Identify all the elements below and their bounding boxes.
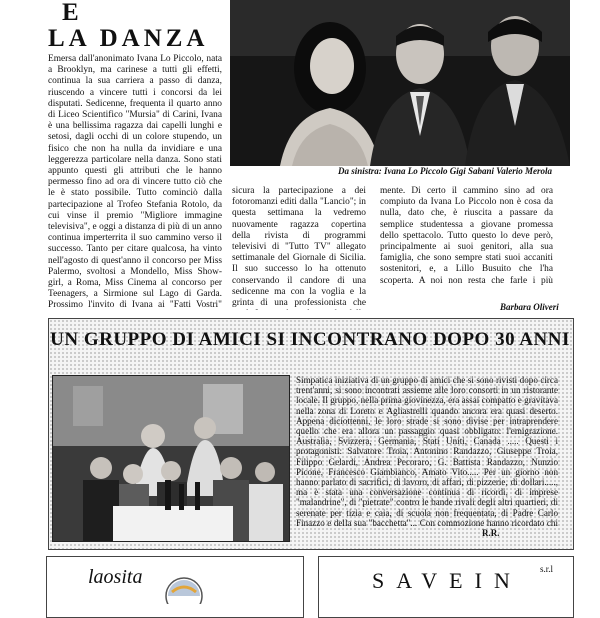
advertisement-right-brand: SAVEIN — [372, 568, 522, 593]
photo-ivana-sabani-merola — [230, 0, 570, 166]
box-signature: R.R. — [482, 528, 500, 538]
box-title: UN GRUPPO DI AMICI SI INCONTRANO DOPO 30 ANNI — [50, 329, 570, 350]
article-column-1: Emersa dall'anonimato Ivana Lo Piccolo, nata a Brooklyn, ma carinese a tutti gli effetti, continua la sua carriera a passo di danza, riuscendo a vincere tutti i concorsi da lei disputati. Sedicenne, frequenta il quarto anno di Liceo Scientifico "Mursia" di Carini, Ivana è una bellissima ragazza dai capelli lunghi e setosi, dagli occhi di un colore stupendo, un fisico che non ha nulla da invidiare e una leggerezza particolare nella danza. Sono stati appunto questi gli attributi che le hanno permesso fino ad ora di vincere tutto ciò che le è stato possibile. Tutto cominciò dalla partecipazione al Trofeo Stefania Rotolo, da cui vinse il premio "Migliore immagine televisiva", e oggi a distanza di più di un anno continua imperterrita il suo cammino verso il successo. Tanto per citare qualcosa, ha vinto nell'agosto di quest'anno il concorso per Miss Palermo, svoltosi a Mondello, Miss Show-girl, a Roma, Miss Cinema al concorso per Teenagers, a Sirmione sul Lago di Garda. Prossimo l'invito di Ivana ai "Fatti Vostri" — [48, 54, 222, 310]
article-headline — [48, 0, 209, 52]
article-column-3: mente. Di certo il cammino sino ad ora compiuto da Ivana Lo Piccolo non è cosa da nulla, dato che, è riuscita a passare da semplice studentessa a giovane promessa dello spettacolo. Tutto questo lo deve però, principalmente ai suoi genitori, alla sua famiglia, che sono sempre stati suoi accaniti sostenitori, e, a Lillo Busuito che l'ha scoperta. A noi non resta che farle i più — [380, 186, 553, 286]
headline-line-1: E — [62, 0, 83, 26]
article-column-2: sicura la partecipazione a dei fotoromanzi editi dalla "Lancio"; in questa settimana la vedremo nuovamente ragazza copertina della rivista di programmi televisivi di "Tutto TV" allegato settimanale del Giornale di Sicilia. Il suo successo lo ha ottenuto conservando il candore di una sedicenne ma con la voglia e la grinta di una professionista che — [232, 186, 366, 309]
headline-line-2: LA DANZA — [48, 25, 209, 52]
box-article-text: Simpatica iniziativa di un gruppo di amici che si sono rivisti dopo circa trent'anni, si sono incontrati assieme alle loro consorti in un ristorante locale. Il gruppo, nella prima giovinezza, era assai compatto e gravitava nella zona di Loreto e Agliastrelli quando ancora era quasi deserto. Appena diciottenni, le loro strade si sono divise per intraprendere quello che era allora un passaggio quasi obbligato: l'emigrazione. Australia, Svizzera, Germania, Stati Uniti, Canada ..... Questi i protagonisti: Salvatore Troia, Antonino Randazzo, Giuseppe Troia, Filippo Gelardi, Andrea Pecoraro, G. Battista Randazzo, Nunzio Picone, Francesco Giambianco, Amato Vito..... Per un giorno non hanno parlato di sacrifici, di lavoro, di affari, di pizzerie, di dollari....., ma è stata una conversazione continua di ricordi, di imprese "malandrine", di "pietrate" contro le bande rivali degli altri quartieri, di serenate per tizia e caia, di scuola non frequentata, di Padre Carlo Finazzo e della sua "bacchetta"... Con commozione hanno ricordato chi — [296, 375, 558, 527]
photo-caption: Da sinistra: Ivana Lo Piccolo Gigi Sabani Valerio Merola — [338, 166, 553, 176]
advertisement-right-suffix: s.r.l — [540, 564, 554, 574]
article-signature: Barbara Oliveri — [500, 302, 559, 312]
photo-group-of-friends — [52, 375, 290, 542]
advertisement-left-logo: laosita — [88, 566, 143, 588]
